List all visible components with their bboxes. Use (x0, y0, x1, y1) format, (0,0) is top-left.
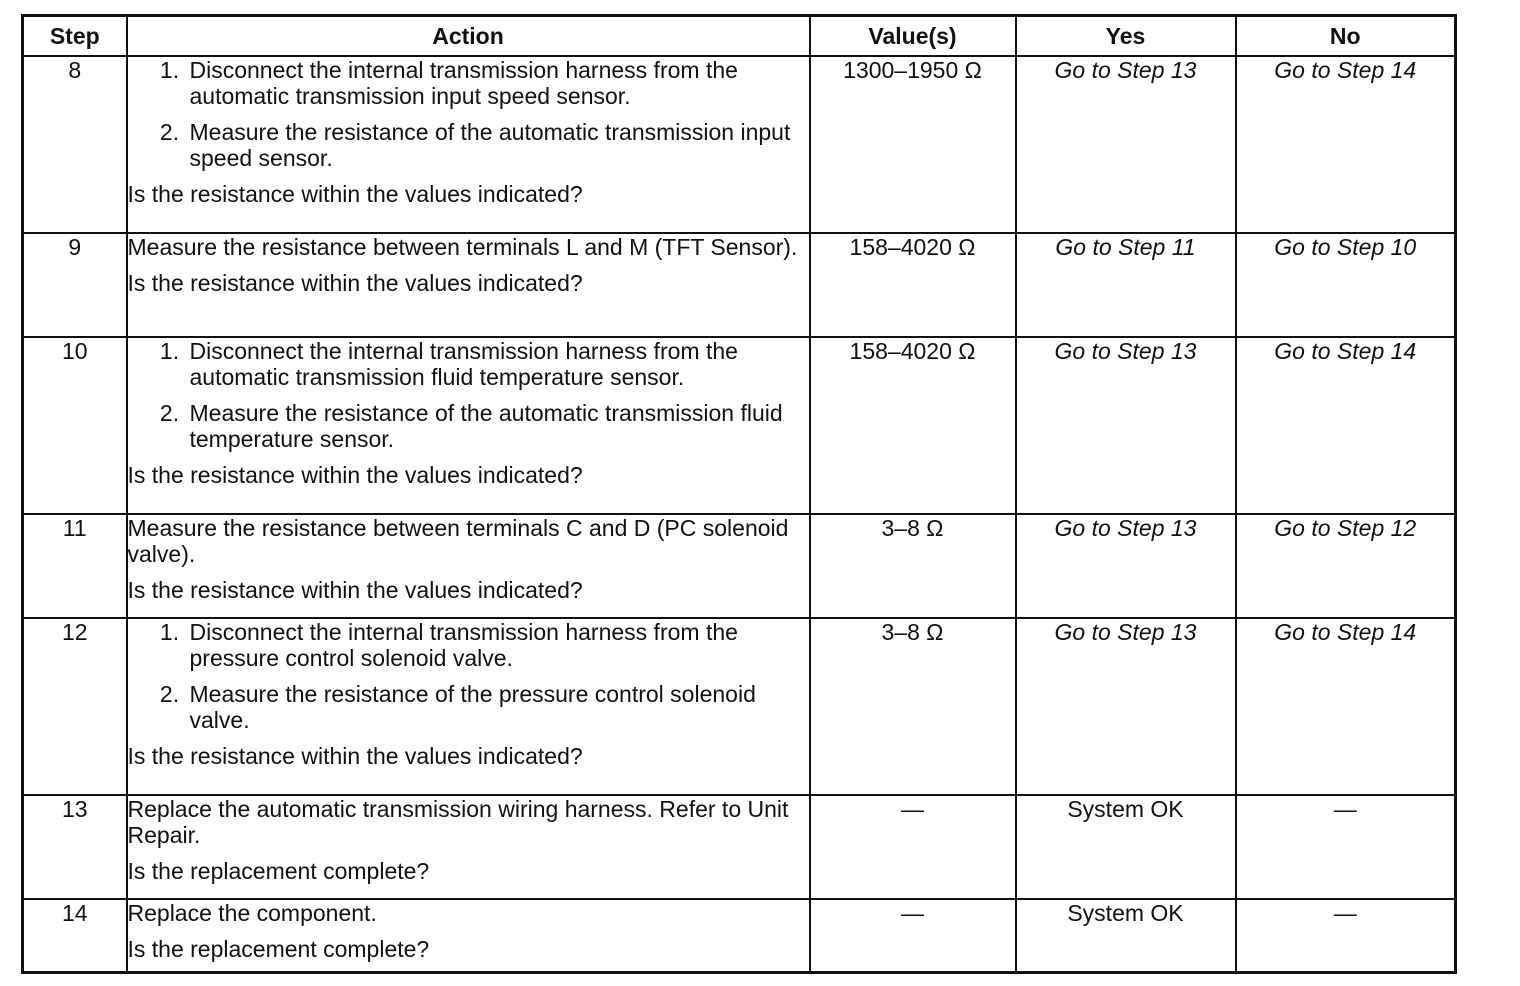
action-question: Is the replacement complete? (127, 858, 430, 884)
header-step: Step (23, 16, 127, 57)
yes-cell (1016, 795, 1236, 899)
action-cell (127, 56, 810, 233)
action-steps (128, 338, 809, 452)
no-text: Go to Step 14 (1274, 619, 1417, 645)
yes-text: Go to Step 13 (1054, 619, 1197, 645)
step-number: 10 (23, 337, 127, 514)
table-row (23, 618, 1456, 795)
action-step-item: 1. Disconnect the internal transmission harness from the automatic transmission input speed sensor. (186, 57, 809, 109)
yes-text: Go to Step 13 (1054, 515, 1197, 541)
no-cell (1236, 337, 1456, 514)
value-cell: 158–4020 Ω (810, 337, 1016, 514)
value-cell: 158–4020 Ω (810, 233, 1016, 337)
yes-cell (1016, 899, 1236, 972)
header-yes: Yes (1016, 16, 1236, 57)
action-cell (127, 514, 810, 618)
no-cell (1236, 514, 1456, 618)
yes-text: Go to Step 13 (1054, 57, 1197, 83)
action-question: Is the resistance within the values indicated? (127, 270, 583, 296)
yes-cell (1016, 337, 1236, 514)
no-cell (1236, 233, 1456, 337)
step-number: 12 (23, 618, 127, 795)
action-text: Replace the automatic transmission wiring harness. Refer to Unit Repair. (127, 796, 789, 848)
no-cell: — (1236, 899, 1456, 972)
action-cell (127, 899, 810, 972)
table-row (23, 337, 1456, 514)
yes-text: Go to Step 11 (1055, 234, 1196, 260)
value-cell: 1300–1950 Ω (810, 56, 1016, 233)
step-number: 9 (23, 233, 127, 337)
no-cell (1236, 618, 1456, 795)
diagnostic-table (21, 14, 1457, 974)
header-values: Value(s) (810, 16, 1016, 57)
action-text: Replace the component. (127, 900, 377, 926)
table-row (23, 795, 1456, 899)
step-number: 11 (23, 514, 127, 618)
value-cell: — (810, 795, 1016, 899)
action-text: Measure the resistance between terminals C and D (PC solenoid valve). (127, 515, 789, 567)
yes-text: System OK (1067, 796, 1184, 822)
table-row (23, 899, 1456, 972)
action-question: Is the replacement complete? (127, 936, 430, 962)
table-row (23, 56, 1456, 233)
yes-cell (1016, 514, 1236, 618)
table-row (23, 514, 1456, 618)
action-cell (127, 233, 810, 337)
step-number: 14 (23, 899, 127, 972)
action-question: Is the resistance within the values indicated? (127, 181, 583, 207)
step-number: 8 (23, 56, 127, 233)
yes-text: System OK (1067, 900, 1184, 926)
header-row (23, 16, 1456, 57)
yes-cell (1016, 56, 1236, 233)
no-text: Go to Step 12 (1274, 515, 1417, 541)
no-text: Go to Step 14 (1274, 338, 1417, 364)
action-step-item: 2. Measure the resistance of the automatic transmission input speed sensor. (186, 119, 809, 171)
action-cell (127, 795, 810, 899)
action-step-item: 2. Measure the resistance of the automatic transmission fluid temperature sensor. (186, 400, 809, 452)
action-question: Is the resistance within the values indicated? (127, 743, 583, 769)
table-row (23, 233, 1456, 337)
action-steps (128, 57, 809, 171)
value-cell: 3–8 Ω (810, 618, 1016, 795)
action-cell (127, 618, 810, 795)
header-no: No (1236, 16, 1456, 57)
action-text: Measure the resistance between terminals L and M (TFT Sensor). (127, 234, 798, 260)
yes-cell (1016, 233, 1236, 337)
action-steps (128, 619, 809, 733)
value-cell: — (810, 899, 1016, 972)
step-number: 13 (23, 795, 127, 899)
action-cell (127, 337, 810, 514)
yes-text: Go to Step 13 (1054, 338, 1197, 364)
no-text: Go to Step 10 (1274, 234, 1417, 260)
no-text: Go to Step 14 (1274, 57, 1417, 83)
action-step-item: 1. Disconnect the internal transmission harness from the automatic transmission fluid temperature sensor. (186, 338, 809, 390)
no-cell: — (1236, 795, 1456, 899)
yes-cell (1016, 618, 1236, 795)
action-step-item: 1. Disconnect the internal transmission harness from the pressure control solenoid valve. (186, 619, 809, 671)
header-action: Action (127, 16, 810, 57)
no-cell (1236, 56, 1456, 233)
action-question: Is the resistance within the values indicated? (127, 577, 583, 603)
action-step-item: 2. Measure the resistance of the pressure control solenoid valve. (186, 681, 809, 733)
action-question: Is the resistance within the values indicated? (127, 462, 583, 488)
value-cell: 3–8 Ω (810, 514, 1016, 618)
